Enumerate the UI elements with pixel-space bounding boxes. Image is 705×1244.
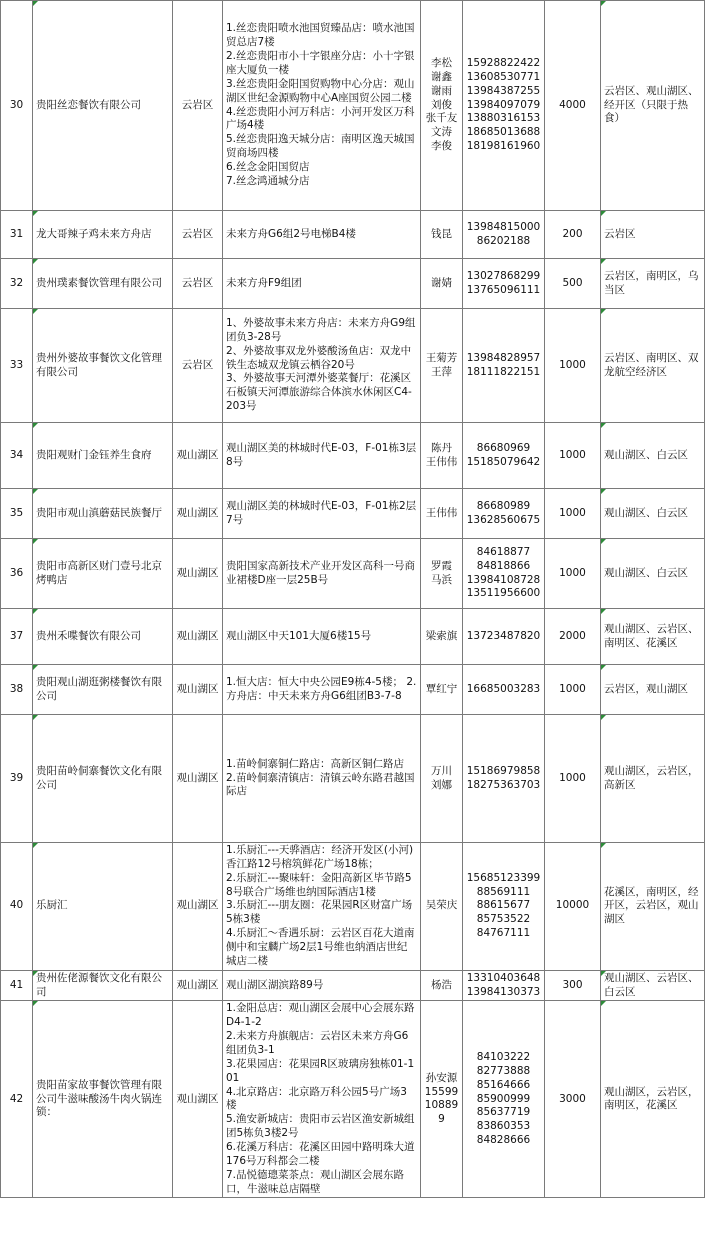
store-address: 1、外婆故事未来方舟店：未来方舟G9组团负3-28号 2、外婆故事双龙外婆酸汤鱼店：双龙中铁生态城双龙镇云栖谷20号 3、外婆故事天河潭外婆菜餐厅：花溪区石板镇天河潭旅游综合体滨水休闲区C4-203号 <box>223 309 421 423</box>
row-number: 42 <box>1 1001 33 1198</box>
table-row <box>1 309 705 423</box>
contact-phone: 15928822422 13608530771 13984387255 13984097079 13880316153 18685013688 18198161960 <box>463 1 545 211</box>
contact-phone: 15685123399 88569111 88615677 85753522 84767111 <box>463 843 545 971</box>
store-address: 1.乐厨汇---天骅酒店：经济开发区(小河)香江路12号榕筑鲜花广场18栋； 2.乐厨汇---聚味轩：金阳高新区毕节路58号联合广场维也纳国际酒店1楼 3.乐厨汇---朋友圈：花果园R区财富广场5栋3楼 4.乐厨汇～香遇乐厨：云岩区百花大道南侧中和宝麟广场2层1号维也纳酒店世纪城店二楼 <box>223 843 421 971</box>
contact-person: 杨浩 <box>421 970 463 1001</box>
contact-phone: 15186979858 18275363703 <box>463 715 545 843</box>
table-row <box>1 211 705 259</box>
company-name: 贵州璞素餐饮管理有限公司 <box>33 259 173 309</box>
delivery-area: 观山湖区、云岩区、南明区、花溪区 <box>601 609 705 665</box>
capacity: 1000 <box>545 539 601 609</box>
capacity: 3000 <box>545 1001 601 1198</box>
company-name: 贵阳观山湖逛粥楼餐饮有限公司 <box>33 665 173 715</box>
district: 观山湖区 <box>173 843 223 971</box>
row-number: 35 <box>1 489 33 539</box>
district: 云岩区 <box>173 259 223 309</box>
capacity: 4000 <box>545 1 601 211</box>
district: 云岩区 <box>173 309 223 423</box>
table-row <box>1 843 705 971</box>
contact-phone: 16685003283 <box>463 665 545 715</box>
store-address: 1.丝恋贵阳喷水池国贸臻品店：喷水池国贸总店7楼 2.丝恋贵阳市小十字银座分店：小十字银座大厦负一楼 3.丝恋贵阳金阳国贸购物中心分店：观山湖区世纪金源购物中心A座国贸公园二楼 4.丝恋贵阳小河万科店：小河开发区万科广场4楼 5.丝恋贵阳逸天城分店：南明区逸天城国贸商场四楼 6.丝念金阳国贸店 7.丝念鸿通城分店 <box>223 1 421 211</box>
delivery-area: 云岩区、观山湖区、经开区（只限于热食） <box>601 1 705 211</box>
capacity: 10000 <box>545 843 601 971</box>
district: 观山湖区 <box>173 609 223 665</box>
contact-phone: 13984828957 18111822151 <box>463 309 545 423</box>
table-row <box>1 715 705 843</box>
delivery-area: 观山湖区、白云区 <box>601 423 705 489</box>
district: 观山湖区 <box>173 665 223 715</box>
row-number: 41 <box>1 970 33 1001</box>
contact-person: 谢婧 <box>421 259 463 309</box>
row-number: 36 <box>1 539 33 609</box>
district: 观山湖区 <box>173 423 223 489</box>
capacity: 1000 <box>545 489 601 539</box>
store-address: 未来方舟G6组2号电梯B4楼 <box>223 211 421 259</box>
company-name: 贵州禾喋餐饮有限公司 <box>33 609 173 665</box>
table-row <box>1 259 705 309</box>
table-row <box>1 1001 705 1198</box>
table-row <box>1 609 705 665</box>
store-address: 未来方舟F9组团 <box>223 259 421 309</box>
store-address: 观山湖区湖滨路89号 <box>223 970 421 1001</box>
contact-person: 罗霞 马浜 <box>421 539 463 609</box>
contact-person: 吴荣庆 <box>421 843 463 971</box>
row-number: 40 <box>1 843 33 971</box>
company-name: 贵州外婆故事餐饮文化管理有限公司 <box>33 309 173 423</box>
contact-phone: 13310403648 13984130373 <box>463 970 545 1001</box>
contact-phone: 13723487820 <box>463 609 545 665</box>
table-row <box>1 665 705 715</box>
contact-phone: 84618877 84818866 13984108728 13511956600 <box>463 539 545 609</box>
company-name: 贵阳苗岭侗寨餐饮文化有限公司 <box>33 715 173 843</box>
capacity: 1000 <box>545 309 601 423</box>
row-number: 31 <box>1 211 33 259</box>
contact-person: 梁索旗 <box>421 609 463 665</box>
district: 观山湖区 <box>173 539 223 609</box>
contact-phone: 86680989 13628560675 <box>463 489 545 539</box>
company-name: 贵州佐佬源餐饮文化有限公司 <box>33 970 173 1001</box>
contact-person: 孙安源15599108899 <box>421 1001 463 1198</box>
table-row <box>1 970 705 1001</box>
table-row <box>1 489 705 539</box>
delivery-area: 观山湖区，云岩区，南明区，花溪区 <box>601 1001 705 1198</box>
company-name: 贵阳丝恋餐饮有限公司 <box>33 1 173 211</box>
company-name: 贵阳市高新区财门壹号北京烤鸭店 <box>33 539 173 609</box>
contact-phone: 13027868299 13765096111 <box>463 259 545 309</box>
store-address: 1.金阳总店：观山湖区会展中心会展东路D4-1-2 2.未来方舟旗舰店：云岩区未来方舟G6组团负3-1 3.花果园店：花果园R区玻璃房独栋01-101 4.北京路店：北京路万科公园5号广场3楼 5.渔安新城店：贵阳市云岩区渔安新城组团5栋负3楼2号 6.花溪万科店：花溪区田园中路明珠大道176号万科都会二楼 7.品悦德璁菜茶点：观山湖区会展东路口，牛滋味总店隔壁 <box>223 1001 421 1198</box>
store-address: 1.恒大店：恒大中央公园E9栋4-5楼； 2.方舟店：中天未来方舟G6组团B3-7-8 <box>223 665 421 715</box>
table-row <box>1 423 705 489</box>
delivery-area: 云岩区，南明区，乌当区 <box>601 259 705 309</box>
store-address: 观山湖区中天101大厦6楼15号 <box>223 609 421 665</box>
contact-person: 万川 刘娜 <box>421 715 463 843</box>
company-name: 贵阳苗家故事餐饮管理有限公司牛滋味酸汤牛肉火锅连锁： <box>33 1001 173 1198</box>
delivery-area: 观山湖区、云岩区、白云区 <box>601 970 705 1001</box>
contact-person: 陈丹 王伟伟 <box>421 423 463 489</box>
store-address: 1.苗岭侗寨铜仁路店：高新区铜仁路店 2.苗岭侗寨清镇店：清镇云岭东路君越国际店 <box>223 715 421 843</box>
capacity: 1000 <box>545 715 601 843</box>
table-body <box>1 1 705 1198</box>
contact-phone: 86680969 15185079642 <box>463 423 545 489</box>
contact-person: 覃红宁 <box>421 665 463 715</box>
company-name: 乐厨汇 <box>33 843 173 971</box>
row-number: 39 <box>1 715 33 843</box>
contact-phone: 84103222 82773888 85164666 85900999 85637719 83860353 84828666 <box>463 1001 545 1198</box>
capacity: 1000 <box>545 665 601 715</box>
delivery-area: 观山湖区、白云区 <box>601 539 705 609</box>
district: 观山湖区 <box>173 489 223 539</box>
contact-person: 李松 谢鑫 谢雨 刘俊 张千友 文涛 李俊 <box>421 1 463 211</box>
row-number: 38 <box>1 665 33 715</box>
contact-person: 钱昆 <box>421 211 463 259</box>
district: 观山湖区 <box>173 715 223 843</box>
capacity: 1000 <box>545 423 601 489</box>
company-name: 贵阳观财门金钰养生食府 <box>33 423 173 489</box>
district: 观山湖区 <box>173 970 223 1001</box>
capacity: 200 <box>545 211 601 259</box>
row-number: 32 <box>1 259 33 309</box>
store-address: 观山湖区美的林城时代E-03，F-01栋3层8号 <box>223 423 421 489</box>
table-row <box>1 1 705 211</box>
capacity: 300 <box>545 970 601 1001</box>
delivery-area: 花溪区，南明区，经开区，云岩区，观山湖区 <box>601 843 705 971</box>
delivery-area: 云岩区，观山湖区 <box>601 665 705 715</box>
contact-person: 王伟伟 <box>421 489 463 539</box>
capacity: 500 <box>545 259 601 309</box>
delivery-area: 观山湖区，云岩区，高新区 <box>601 715 705 843</box>
row-number: 33 <box>1 309 33 423</box>
company-name: 贵阳市观山滇蘑菇民族餐厅 <box>33 489 173 539</box>
store-address: 观山湖区美的林城时代E-03，F-01栋2层7号 <box>223 489 421 539</box>
delivery-area: 观山湖区、白云区 <box>601 489 705 539</box>
delivery-area: 云岩区、南明区、双龙航空经济区 <box>601 309 705 423</box>
district: 云岩区 <box>173 211 223 259</box>
district: 观山湖区 <box>173 1001 223 1198</box>
row-number: 30 <box>1 1 33 211</box>
capacity: 2000 <box>545 609 601 665</box>
district: 云岩区 <box>173 1 223 211</box>
row-number: 34 <box>1 423 33 489</box>
table-row <box>1 539 705 609</box>
store-address: 贵阳国家高新技术产业开发区高科一号商业裙楼D座一层25B号 <box>223 539 421 609</box>
contact-phone: 13984815000 86202188 <box>463 211 545 259</box>
contact-person: 王菊芳 王萍 <box>421 309 463 423</box>
row-number: 37 <box>1 609 33 665</box>
company-name: 龙大哥辣子鸡未来方舟店 <box>33 211 173 259</box>
delivery-area: 云岩区 <box>601 211 705 259</box>
